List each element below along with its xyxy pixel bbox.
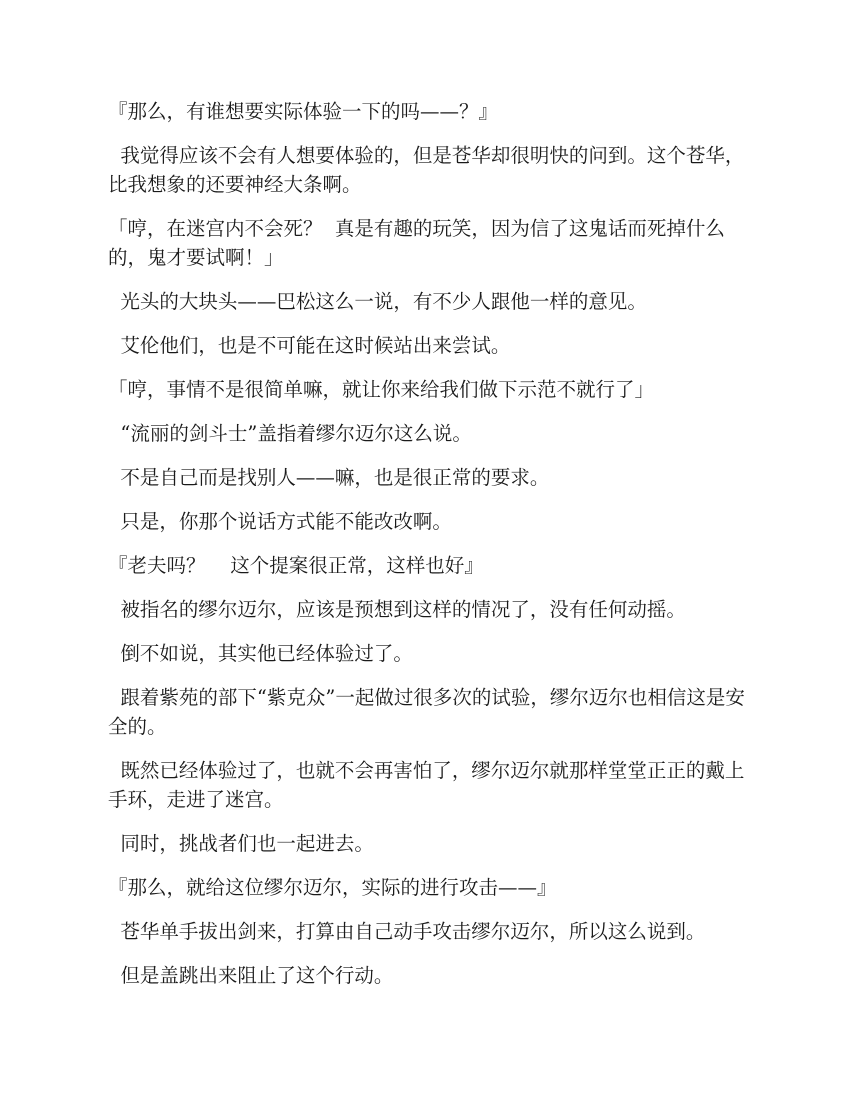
paragraph: 苍华单手拔出剑来，打算由自己动手攻击缪尔迈尔，所以这么说到。	[108, 920, 706, 943]
paragraph: 「哼，事情不是很简单嘛，就让你来给我们做下示范不就行了」	[108, 378, 655, 401]
paragraph: 倒不如说，其实他已经体验过了。	[108, 642, 413, 665]
paragraph: 『老夫吗？ 这个提案很正常，这样也好』	[108, 554, 484, 577]
page-body	[108, 97, 748, 1005]
paragraph: 跟着紫苑的部下“紫克众”一起做过很多次的试验，缪尔迈尔也相信这是安全的。	[108, 686, 745, 738]
paragraph: “流丽的剑斗士”盖指着缪尔迈尔这么说。	[108, 422, 472, 445]
paragraph: 被指名的缪尔迈尔，应该是预想到这样的情况了，没有任何动摇。	[108, 598, 686, 621]
paragraph: 既然已经体验过了，也就不会再害怕了，缪尔迈尔就那样堂堂正正的戴上手环，走进了迷宫。	[108, 759, 745, 811]
paragraph: 只是，你那个说话方式能不能改改啊。	[108, 510, 452, 533]
paragraph: 但是盖跳出来阻止了这个行动。	[108, 964, 394, 987]
paragraph: 艾伦他们，也是不可能在这时候站出来尝试。	[108, 334, 511, 357]
paragraph: 「哼，在迷宫内不会死？ 真是有趣的玩笑，因为信了这鬼话而死掉什么的，鬼才要试啊！」	[108, 217, 725, 269]
paragraph: 不是自己而是找别人——嘛，也是很正常的要求。	[108, 466, 550, 489]
paragraph: 光头的大块头——巴松这么一说，有不少人跟他一样的意见。	[108, 290, 647, 313]
paragraph: 『那么，就给这位缪尔迈尔，实际的进行攻击——』	[108, 876, 557, 899]
paragraph: 同时，挑战者们也一起进去。	[108, 832, 374, 855]
paragraph: 『那么，有谁想要实际体验一下的吗——？』	[108, 100, 499, 123]
paragraph: 我觉得应该不会有人想要体验的，但是苍华却很明快的问到。这个苍华，比我想象的还要神经大条啊。	[108, 144, 745, 196]
